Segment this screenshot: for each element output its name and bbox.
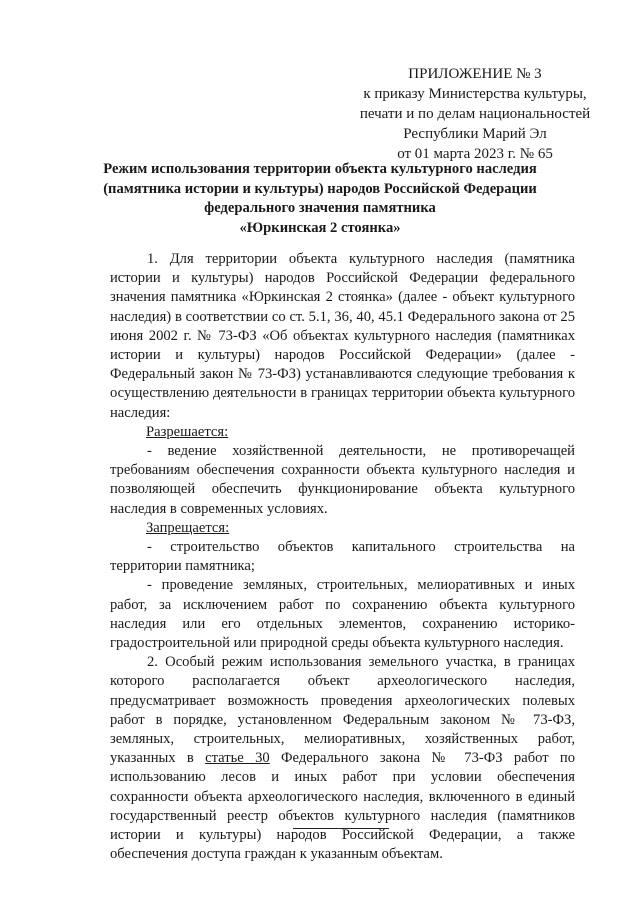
title-line-2: (памятника истории и культуры) народов Российской Федерации <box>103 180 537 197</box>
section-2-text-end: Федерального закона № 73-ФЗ работ по использованию лесов и иных работ при условии обеспечения сохранности объекта археологического наследия, включенного в единый государственный реестр объектов культурного наследия (памятников истории и культуры) народов Российской Федерации, а также обеспечения доступа граждан к указанным объектам. <box>110 750 576 863</box>
section-1-paragraph: 1. Для территории объекта культурного наследия (памятника истории и культуры) народов Российской Федерации федерального значения памятника «Юркинская 2 стоянка» (далее - объект культурного наследия) в соответствии со ст. 5.1, 36, 40, 45.1 Федерального закона от 25 июня 2002 г. № 73-ФЗ «Об объектах культурного наследия (памятниках истории и культуры) народов Российской Федерации» (далее - Федеральный закон № 73-ФЗ) устанавливаются следующие требования к осуществлению деятельности в границах территории объекта культурного наследия: <box>110 251 575 421</box>
appendix-ministry: печати и по делам национальностей <box>359 106 591 122</box>
title-line-1: Режим использования территории объекта культурного наследия <box>103 161 537 177</box>
forbidden-item-1: - строительство объектов капитального строительства на территории памятника; <box>110 539 575 575</box>
section-2-paragraph <box>110 653 575 864</box>
appendix-number: ПРИЛОЖЕНИЕ № 3 <box>408 66 542 82</box>
forbidden-heading: Запрещается: <box>146 519 230 536</box>
appendix-date: от 01 марта 2023 г. № 65 <box>397 146 553 162</box>
title-line-4: «Юркинская 2 стоянка» <box>239 219 401 236</box>
allowed-item: - ведение хозяйственной деятельности, не противоречащей требованиям обеспечения сохранности объекта культурного наследия и позволяющей обеспечить функционирование объекта культурного наследия в современных условиях. <box>110 443 575 517</box>
document-title <box>90 160 550 238</box>
appendix-header <box>330 64 620 164</box>
appendix-order-ref: к приказу Министерства культуры, <box>363 86 587 102</box>
end-divider <box>293 828 389 829</box>
article-30-link[interactable]: статье 30 <box>205 750 270 767</box>
document-body <box>110 250 575 865</box>
forbidden-item-2: - проведение земляных, строительных, мелиоративных и иных работ, за исключением работ по сохранению объекта культурного наследия или его отдельных элементов, сохранению историко-градостроительной или природной среды объекта культурного наследия. <box>110 577 575 652</box>
appendix-republic: Республики Марий Эл <box>403 126 547 142</box>
section-2-text-start: 2. Особый режим использования земельного участка, в границах которого располагается объект археологического наследия, предусматривает возможность проведения археологических полевых работ в порядке, установленном Федеральным законом № 73-ФЗ, земляных, строительных, мелиоративных, хозяйственных работ, указанных в <box>110 654 575 767</box>
title-line-3: федерального значения памятника <box>204 200 436 216</box>
allowed-heading: Разрешается: <box>146 423 229 440</box>
